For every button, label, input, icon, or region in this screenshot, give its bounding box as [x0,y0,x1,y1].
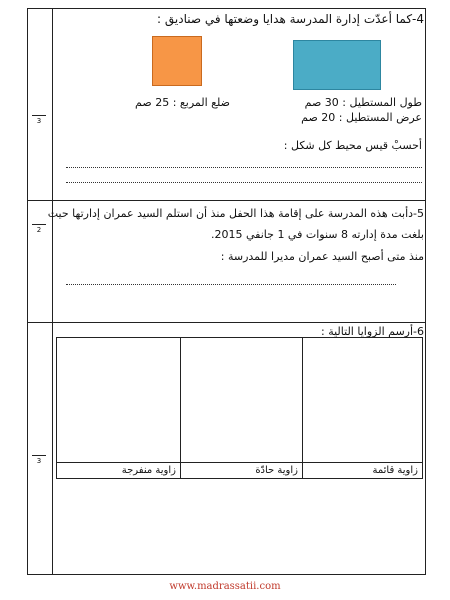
square-side-label: ضلع المربع : 25 صم [135,96,230,109]
right-angle-label: زاوية قائمة [372,465,418,476]
score-q4: 3 [28,115,50,125]
q4-answer-line-1[interactable] [66,167,422,168]
rectangle-width-label: عرض المستطيل : 20 صم [301,111,422,124]
section-divider-2 [27,322,426,323]
angles-label-row-divider [57,462,422,463]
worksheet-frame [27,8,426,575]
q5-line-3: منذ متى أصبح السيد عمران مديرا للمدرسة : [220,250,424,263]
section-divider-1 [27,200,426,201]
q5-line-2: بلغت مدة إدارته 8 سنوات في 1 جانفي 2015. [210,228,424,241]
right-angle-drawing-area[interactable] [303,338,422,462]
acute-angle-drawing-area[interactable] [181,338,302,462]
q4-instruction: أحسبْ قيس محيط كل شكل : [283,139,422,152]
acute-angle-label: زاوية حادّة [255,465,298,476]
q4-title: 4-كما أعدّت إدارة المدرسة هدايا وضعتها في صناديق : [157,12,424,26]
obtuse-angle-drawing-area[interactable] [57,338,180,462]
q4-answer-line-2[interactable] [66,182,422,183]
rectangle-length-label: طول المستطيل : 30 صم [304,96,422,109]
score-q5: 2 [28,224,50,234]
score-column-divider [52,8,53,575]
q5-line-1: 5-دأبت هذه المدرسة على إقامة هذا الحفل منذ أن استلم السيد عمران إدارتها حيث [47,207,424,220]
score-q6: 3 [28,455,50,465]
q6-title: 6-أرسم الزوايا التالية : [321,325,424,338]
rectangle-shape [293,40,381,90]
footer-website: www.madrassatii.com [169,581,281,592]
obtuse-angle-label: زاوية منفرجة [121,465,176,476]
angles-grid [56,337,423,479]
square-shape [152,36,202,86]
q5-answer-line[interactable] [66,284,396,285]
